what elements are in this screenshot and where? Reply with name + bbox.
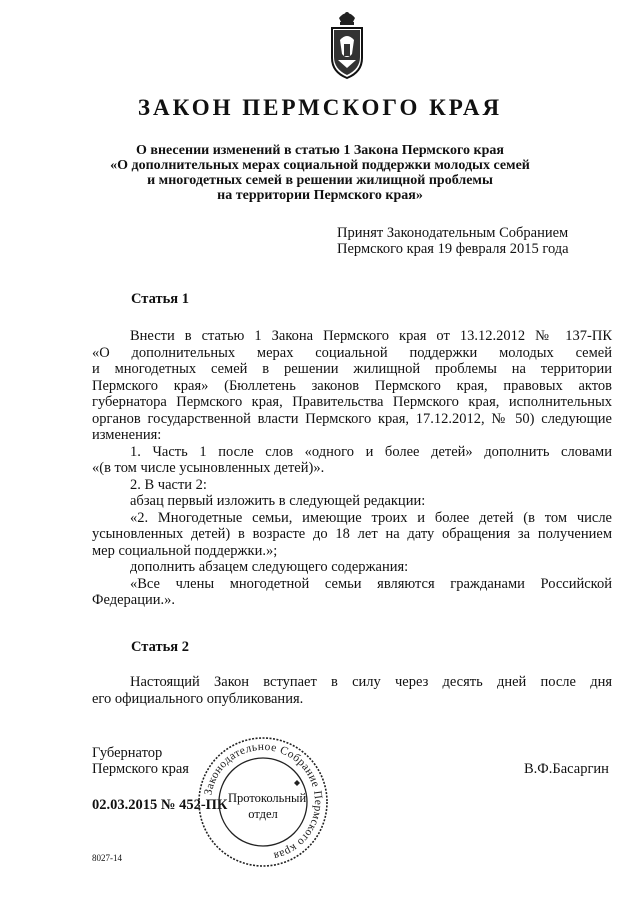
position-line: Пермского края [92, 761, 189, 777]
paragraph-line: губернатора Пермского края, Правительства Пермского края, исполнительных [92, 394, 612, 410]
paragraph-line: Настоящий Закон вступает в силу через десять дней после дня [130, 674, 612, 690]
article-1-heading: Статья 1 [131, 291, 189, 307]
paragraph-line: Федерации.». [92, 592, 175, 608]
stamp-label-line: отдел [248, 807, 278, 821]
signatory-position [92, 745, 189, 777]
adoption-line: Принят Законодательным Собранием [337, 225, 569, 241]
position-line: Губернатор [92, 745, 163, 761]
paragraph-line: органов государственной власти Пермского края, 17.12.2012, № 50) следующие [92, 410, 612, 427]
subtitle-line: О внесении изменений в статью 1 Закона Пермского края [136, 143, 504, 158]
paragraph-line: и многодетных семей в решении жилищной проблемы на территории [92, 361, 612, 377]
document-code: 8027-14 [92, 853, 122, 863]
subtitle-line: на территории Пермского края» [217, 188, 423, 203]
paragraph-line: изменения: [92, 427, 162, 443]
paragraph-line: усыновленных детей) в возрасте до 18 лет на дату обращения за получением [92, 526, 612, 542]
article-2-body [92, 674, 612, 707]
signatory-name: В.Ф.Басаргин [524, 761, 609, 777]
subtitle-line: «О дополнительных мерах социальной поддержки молодых семей [110, 158, 530, 173]
adoption-note [337, 225, 569, 257]
paragraph-line: 1. Часть 1 после слов «одного и более детей» дополнить словами [130, 443, 612, 460]
law-title: ЗАКОН ПЕРМСКОГО КРАЯ [137, 95, 503, 120]
paragraph-line: «2. Многодетные семьи, имеющие троих и более детей (в том числе [130, 509, 612, 526]
law-number: 02.03.2015 № 452-ПК [92, 797, 228, 813]
paragraph-line: Внести в статью 1 Закона Пермского края от 13.12.2012 № 137-ПК [130, 328, 612, 344]
svg-text:Законодательное Собрание Пермс: Законодательное Собрание Пермского края [202, 740, 325, 862]
paragraph-line: «(в том числе усыновленных детей)». [92, 460, 325, 476]
article-2-heading: Статья 2 [131, 639, 189, 655]
paragraph-line: его официального опубликования. [92, 690, 304, 707]
coat-of-arms-icon [322, 10, 372, 80]
article-1-body [92, 328, 612, 609]
adoption-line: Пермского края 19 февраля 2015 года [337, 241, 569, 257]
stamp-label [228, 790, 307, 822]
stamp-label-line: Протокольный [228, 791, 307, 805]
paragraph-line: «О дополнительных мерах социальной поддержки молодых семей [92, 344, 612, 361]
paragraph-line: Пермского края» (Бюллетень законов Пермского края, правовых актов [92, 377, 612, 394]
subtitle-line: и многодетных семей в решении жилищной проблемы [147, 173, 493, 188]
paragraph-line: 2. В части 2: [130, 476, 207, 493]
paragraph-line: абзац первый изложить в следующей редакции: [130, 493, 426, 509]
paragraph-line: «Все члены многодетной семьи являются гражданами Российской [130, 575, 612, 592]
law-subtitle [60, 143, 580, 203]
paragraph-line: мер социальной поддержки.»; [92, 542, 278, 559]
paragraph-line: дополнить абзацем следующего содержания: [130, 559, 409, 575]
